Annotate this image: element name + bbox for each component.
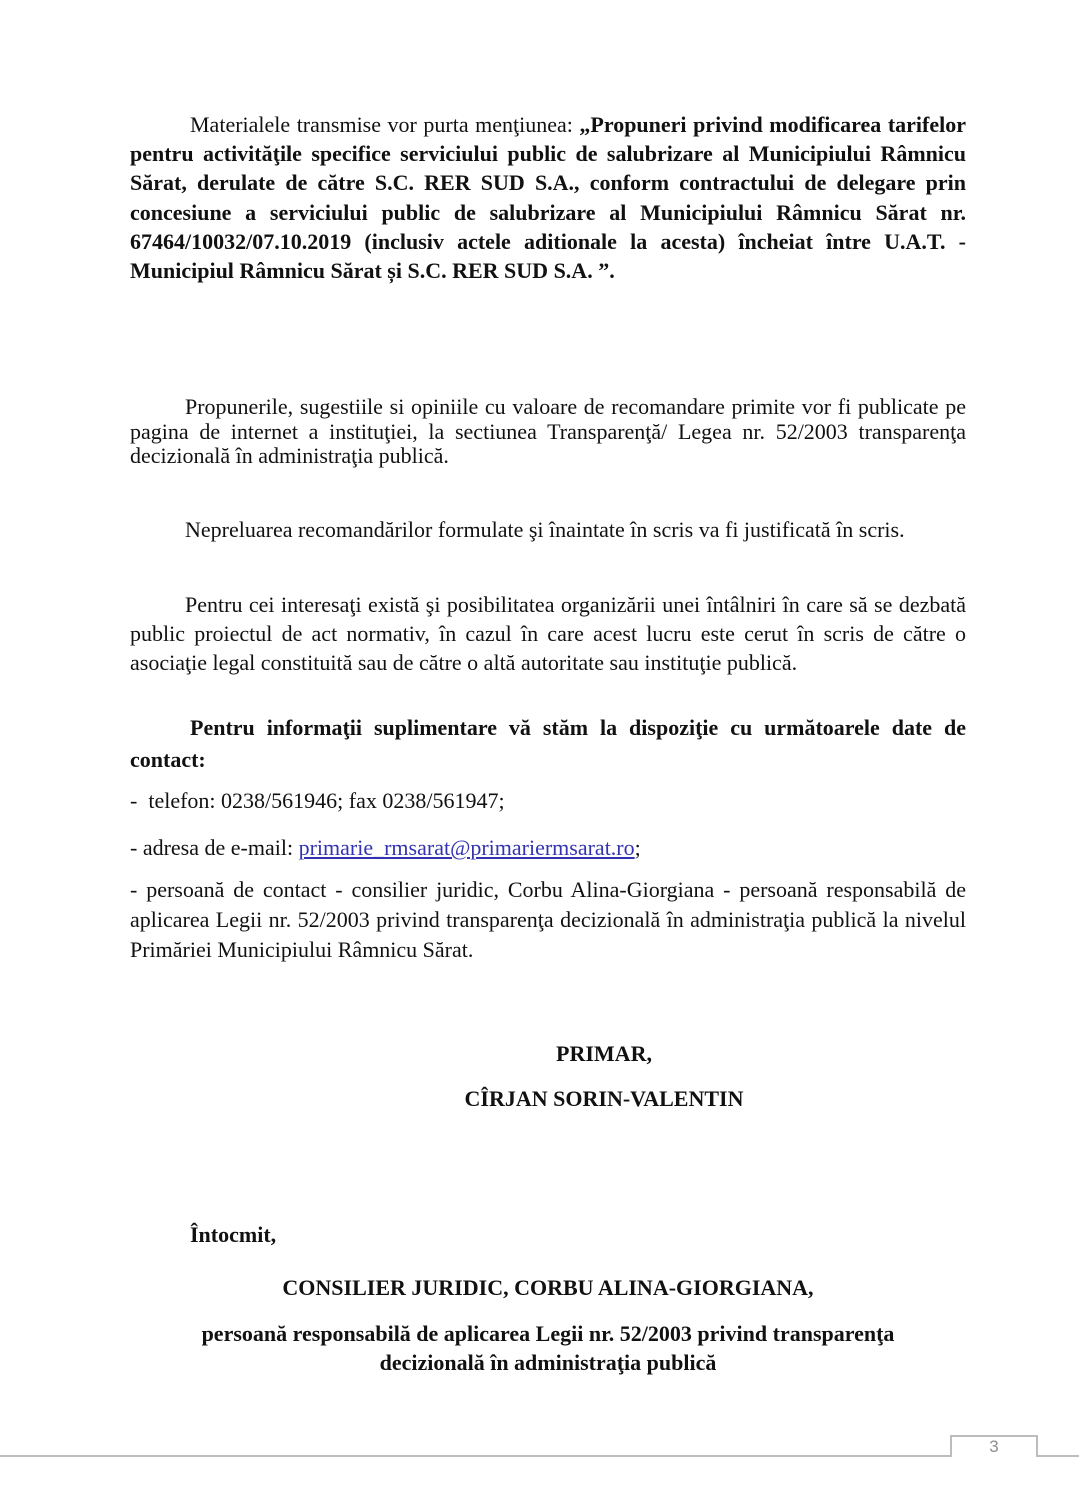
prepared-by-role-text: persoană responsabilă de aplicarea Legii nr. 52/2003 privind transparenţa decizională în administraţia publică [201,1321,895,1375]
prepared-by-name: CONSILIER JURIDIC, CORBU ALINA-GIORGIANA, [282,1275,814,1300]
signature-title-primar: PRIMAR, [556,1041,652,1066]
contact-phone-line: - telefon: 0238/561946; fax 0238/561947; [130,788,505,813]
paragraph-public-debate: Pentru cei interesaţi există şi posibilitatea organizării unei întâlniri în care să se dezbată public proiectul de act normativ, în cazul în care acest lucru este cerut în scris de către o asociaţie legal constituită sau de către o altă autoritate sau instituţie publică. [130,592,966,675]
paragraph-proposals-published: Propunerile, sugestiile si opiniile cu valoare de recomandare primite vor fi publicate pe pagina de internet a instituţiei, la sectiunea Transparenţă/ Legea nr. 52/2003 transparenţa decizională în administraţia publică. [130,394,966,469]
paragraph-contact-intro: Pentru informaţii suplimentare vă stăm la dispoziţie cu următoarele date de contact: [130,715,966,772]
page-number: 3 [989,1437,999,1456]
signature-name-primar: CÎRJAN SORIN-VALENTIN [464,1086,744,1111]
email-suffix: ; [634,835,641,860]
page-number-tab [950,1435,1038,1457]
footer-rule-left [0,1455,950,1457]
p1-regular-text: Materialele transmise vor purta menţiunea: [190,112,580,137]
footer-rule-right [1038,1455,1079,1457]
p1-bold-quote-text: „Propuneri privind modificarea tarifelor pentru activităţile specifice serviciului public de salubrizare al Municipiului Râmnicu Sărat, derulate de către S.C. RER SUD S.A., conform contractului de delegare prin concesiune a serviciului public de salubrizare al Municipiului Râmnicu Sărat nr. 67464/10032/07.10.2019 (inclusiv actele aditionale la acesta) încheiat între U.A.T. - Municipiul Râmnicu Sărat și S.C. RER SUD S.A. ”. [130,112,967,284]
email-link[interactable]: primarie_rmsarat@primariermsarat.ro [298,835,635,860]
paragraph-materials-mention [130,110,966,285]
email-prefix: - adresa de e-mail: [130,835,299,860]
contact-person-line: - persoană de contact - consilier juridic, Corbu Alina-Giorgiana - persoană responsabilă de aplicarea Legii nr. 52/2003 privind transparenţa decizională în administraţia publică la nivelul Primăriei Municipiului Râmnicu Sărat. [130,877,966,962]
paragraph-nepreluarea: Nepreluarea recomandărilor formulate şi înaintate în scris va fi justificată în scris. [185,517,905,542]
contact-email-line [130,836,966,860]
prepared-by-role [130,1320,966,1377]
prepared-by-label: Întocmit, [190,1222,277,1247]
